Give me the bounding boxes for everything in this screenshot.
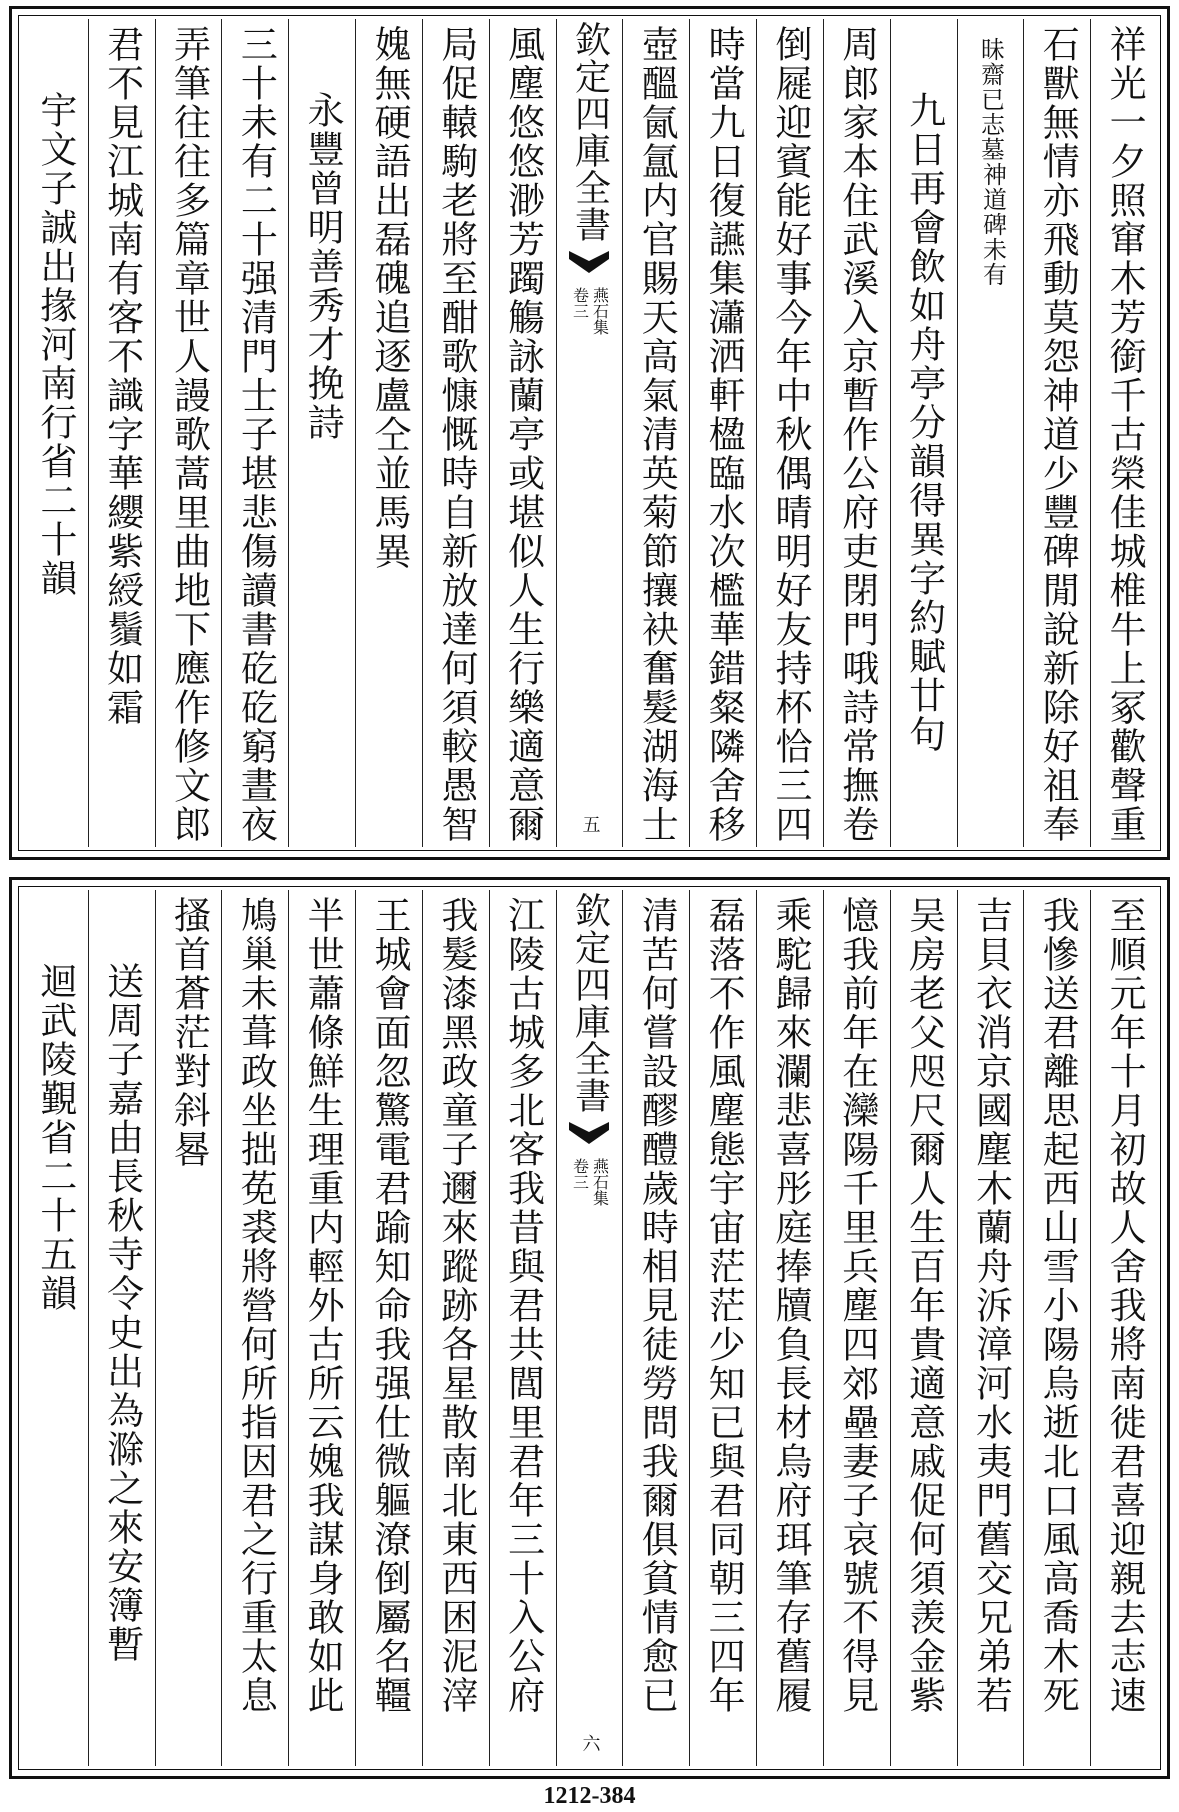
top-text-columns xyxy=(22,19,1157,847)
center-banner xyxy=(556,890,623,1766)
interlinear-note xyxy=(957,19,1024,847)
fish-tail-icon xyxy=(569,1122,609,1144)
text-column: 石獸無情亦飛動莫怨神道少豐碑閒說新除好祖奉 xyxy=(1023,19,1090,847)
text-column: 吴房老父咫尺爾人生百年貴適意戚促何須羡金紫 xyxy=(890,890,957,1766)
text-column: 王城會面忽驚電君踰知命我强仕微軀潦倒屬名韁 xyxy=(355,890,422,1766)
note-line: 昧齋已志墓 xyxy=(976,37,1005,162)
text-column: 憶我前年在灤陽千里兵塵四郊壘妻子哀號不得見 xyxy=(823,890,890,1766)
text-column: 三十未有二十强清門士子堪悲傷讀書矻矻窮晝夜 xyxy=(221,19,288,847)
text-column: 搔首蒼茫對斜晷 xyxy=(155,890,222,1766)
bottom-text-columns xyxy=(22,890,1157,1766)
text-column: 我慘送君離思起西山雪小陽烏逝北口風高喬木死 xyxy=(1023,890,1090,1766)
banner-title: 欽定四庫全書 xyxy=(569,892,611,1114)
text-column: 壺醞氤氲内官賜天高氣清英菊節攘袂奮髮湖海士 xyxy=(622,19,689,847)
page-number: 六 xyxy=(579,1734,601,1752)
center-banner xyxy=(556,19,623,847)
banner-subtitle xyxy=(569,1158,609,1206)
book-name: 燕石集 xyxy=(590,1158,610,1206)
text-column: 倒屣迎賓能好事今年中秋偶晴明好友持杯恰三四 xyxy=(756,19,823,847)
text-column: 磊落不作風塵態宇宙茫茫少知已與君同朝三四年 xyxy=(689,890,756,1766)
text-column: 弄筆往往多篇章世人謾歌蒿里曲地下應作修文郎 xyxy=(155,19,222,847)
poem-title-continued: 迴武陵覲省二十五韻 xyxy=(33,962,77,1313)
text-column: 媿無硬語出磊磈追逐盧仝並馬異 xyxy=(355,19,422,847)
bottom-folio xyxy=(9,877,1170,1779)
volume-label: 卷三 xyxy=(570,1158,590,1190)
text-column: 時當九日復讌集瀟洒軒楹臨水次檻華錯粲隣舍移 xyxy=(689,19,756,847)
top-folio xyxy=(9,6,1170,860)
text-column: 局促轅駒老將至酣歌慷慨時自新放達何須較愚智 xyxy=(422,19,489,847)
banner-title: 欽定四庫全書 xyxy=(569,21,611,243)
text-column: 半世蕭條鮮生理重内輕外古所云媿我謀身敢如此 xyxy=(288,890,355,1766)
text-column: 祥光一夕照窜木芳銜千古榮佳城椎牛上冢歡聲重 xyxy=(1090,19,1157,847)
volume-label: 卷三 xyxy=(570,287,590,319)
fish-tail-icon xyxy=(569,251,609,273)
poem-title: 宇文子誠出掾河南行省二十韻 xyxy=(33,91,77,598)
text-column: 周郎家本住武溪入京暫作公府吏閉門哦詩常撫卷 xyxy=(823,19,890,847)
text-column: 我髮漆黑政童子邇來蹤跡各星散南北東西困泥滓 xyxy=(422,890,489,1766)
text-column: 鳩巢未葺政坐拙莬裘將營何所指因君之行重太息 xyxy=(221,890,288,1766)
poem-title: 送周子嘉由長秋寺令史出為滁之來安簿暫 xyxy=(88,890,155,1766)
banner-subtitle xyxy=(569,287,609,335)
text-column: 吉貝衣消京國塵木蘭舟泝漳河水夷門舊交兄弟若 xyxy=(957,890,1024,1766)
page-footer-code: 1212-384 xyxy=(543,1783,636,1809)
text-column: 至順元年十月初故人舍我將南徙君喜迎親去志速 xyxy=(1090,890,1157,1766)
text-column: 江陵古城多北客我昔與君共閭里君年三十入公府 xyxy=(489,890,556,1766)
text-column: 風塵悠悠渺芳躅觴詠蘭亭或堪似人生行樂適意爾 xyxy=(489,19,556,847)
page-number: 五 xyxy=(579,815,601,833)
book-name: 燕石集 xyxy=(590,287,610,335)
text-column: 乘駝歸來瀾悲喜彤庭捧牘負長材烏府珥筆存舊履 xyxy=(756,890,823,1766)
note-line: 神道碑未有 xyxy=(978,162,1007,287)
text-column: 清苦何嘗設醪醴歲時相見徒勞問我爾俱貧情愈已 xyxy=(622,890,689,1766)
text-column: 君不見江城南有客不識字華纓紫綬鬚如霜 xyxy=(88,19,155,847)
poem-title: 九日再會飲如舟亭分韻得異字約賦廿句 xyxy=(890,19,957,847)
poem-title: 永豐曾明善秀才挽詩 xyxy=(288,19,355,847)
